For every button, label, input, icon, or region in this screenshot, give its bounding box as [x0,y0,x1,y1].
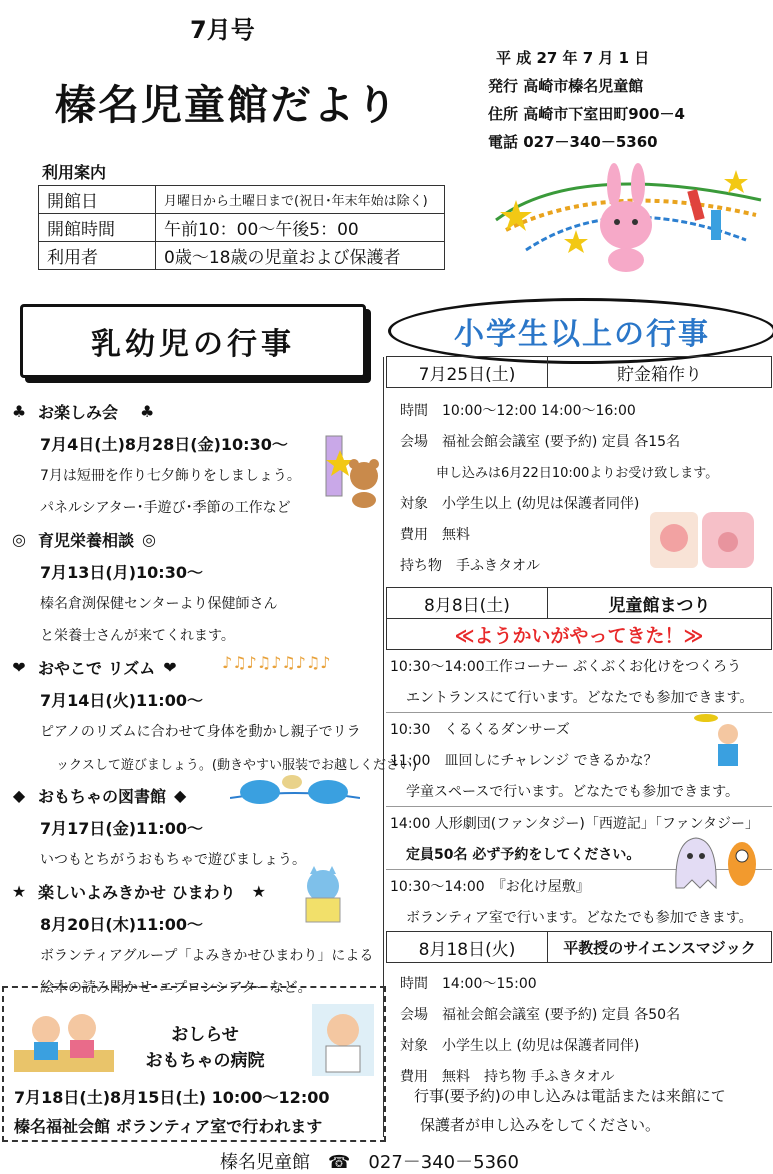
event-header [386,587,772,619]
event-detail: 11:00 皿回しにチャレンジ できるかな？ [390,752,658,769]
event-date: 8月8日(土) [387,588,548,618]
issue-number: 7月号 [190,16,255,44]
diamond-icon: ◆ [174,785,187,805]
event-detail: 申し込みは6月22日10:00よりお受け致します。 [436,466,719,481]
event-detail: 時間 10:00～12:00 14:00～16:00 [400,402,636,419]
event-date: 7月14日(火)11:00～ [40,690,203,710]
guide-key: 開館時間 [39,214,156,242]
event-desc: ピアノのリズムに合わせて身体を動かし親子でリラ [40,724,361,740]
tanzaku-bear-illustration [318,428,380,508]
children-playing-illustration [14,1006,114,1072]
guide-row [39,214,445,242]
event-detail: 持ち物 手ふきタオル [400,557,540,574]
event-desc: いつもとちがうおもちゃで遊びましょう。 [40,852,306,868]
whales-illustration [230,768,360,808]
event-detail: 10:30 くるくるダンサーズ [386,712,772,744]
guide-value: 月曜日から土曜日まで(祝日･年末年始は除く) [156,186,445,214]
guide-row [39,186,445,214]
infant-events-banner: 乳幼児の行事 [20,304,366,378]
event-name: 児童館まつり [608,595,711,616]
event-date: 8月18日(火) [387,932,548,962]
event-desc: 7月は短冊を作り七夕飾りをしましょう。 [40,468,301,484]
guide-value: 0歳～18歳の児童および保護者 [156,242,445,270]
cake-pig-bank-illustration [650,508,758,572]
event-header [386,356,772,388]
publication-info [488,44,685,156]
event-detail: 学童スペースで行います。どなたでも参加できます。 [406,783,740,800]
event-desc: ボランティアグループ「よみきかせひまわり」による [40,948,374,964]
plate-spinning-boy-illustration [690,710,750,774]
elementary-events-banner: 小学生以上の行事 [388,298,773,364]
event-desc: 絵本の読み聞かせ･エプロンシアターなど。 [40,980,312,996]
double-circle-icon: ◎ [12,529,26,549]
footer-contact: 榛名児童館 ☎ 027－340－5360 [220,1152,519,1173]
newsletter-title: 榛名児童館だより [55,81,399,129]
column-divider [383,357,384,1137]
notice-date: 7月18日(土)8月15日(土) 10:00～12:00 [14,1088,330,1107]
publisher: 発行 高崎市榛名児童館 [488,77,644,95]
event-detail: 費用 無料 持ち物 手ふきタオル [400,1068,615,1085]
event-name: 楽しいよみきかせ ひまわり [38,882,236,902]
guide-row [39,242,445,270]
event-date: 7月17日(金)11:00～ [40,818,203,838]
notice-place: 榛名福祉会館 ボランティア室で行われます [14,1117,323,1136]
guide-key: 開館日 [39,186,156,214]
event-name: おやこで リズム [38,658,156,678]
guide-value: 午前10：00～午後5：00 [156,214,445,242]
guide-key: 利用者 [39,242,156,270]
event-desc: 榛名倉渕保健センターより保健師さん [40,596,278,612]
event-desc: パネルシアター･手遊び･季節の工作など [40,500,291,516]
event-detail: 会場 福祉会館会議室 (要予約) 定員 各50名 [400,1006,681,1023]
star-icon: ★ [251,881,266,901]
event-name: 平教授のサイエンスマジック [563,938,756,957]
event-date: 7月25日(土) [387,357,548,387]
event-name: 貯金箱作り [617,364,702,385]
issue-date: 平 成 27 年 7 月 1 日 [496,49,650,67]
apply-note-1: 行事(要予約)の申し込みは電話または来館にて [414,1087,726,1105]
event-desc: と栄養士さんが来てくれます。 [40,628,235,644]
event-detail: 対象 小学生以上 (幼児は保護者同伴) [400,1037,640,1054]
event-name: 育児栄養相談 [38,530,135,550]
notice-title [140,1022,270,1074]
event-detail: 14:00 人形劇団(ファンタジー)「西遊記」「ファンタジー」 [386,806,772,838]
event-name: お楽しみ会 [38,402,119,422]
phone: 電話 027－340－5360 [488,133,658,151]
event-detail: 定員50名 必ず予約をしてください。 [406,846,641,863]
notice-label: おしらせ [171,1025,239,1045]
club-icon: ♣ [11,401,27,421]
guide-table [38,185,445,270]
event-detail: 会場 福祉会館会議室 (要予約) 定員 各15名 [400,433,681,450]
cat-reading-illustration [298,866,348,926]
event-desc: ックスして遊びましょう。(動きやすい服装でお越しください) [56,757,418,773]
event-date: 7月4日(土)8月28日(金)10:30～ [40,434,288,454]
heart-icon: ❤ [163,657,177,677]
event-date: 8月20日(木)11:00～ [40,914,203,934]
event-detail: ボランティア室で行います。どなたでも参加できます。 [406,909,753,926]
event-detail: 時間 14:00～15:00 [400,975,537,992]
music-notes-illustration [222,652,372,672]
event-detail: 10:30～14:00工作コーナー ぶくぶくお化けをつくろう [390,658,742,675]
event-slogan: ≪ようかいがやってきた！≫ [386,618,772,650]
event-detail: 対象 小学生以上 (幼児は保護者同伴) [400,495,640,512]
event-header [386,931,772,963]
double-circle-icon: ◎ [142,529,156,549]
event-detail: エントランスにて行います。どなたでも参加できます。 [406,689,754,706]
diamond-icon: ◆ [12,785,26,805]
ghosts-illustration [666,830,762,890]
star-icon: ★ [11,881,27,901]
event-date: 7月13日(月)10:30～ [40,562,203,582]
guide-heading: 利用案内 [42,163,107,182]
event-nutrition-consult [8,523,378,651]
svg-text:♪♫♪♫♪♫♪♫♪: ♪♫♪♫♪♫♪♫♪ [222,653,331,672]
heart-icon: ❤ [12,657,26,677]
address: 住所 高崎市下室田町900－4 [488,105,685,123]
event-detail: 10:30～14:00 『お化け屋敷』 [386,869,772,901]
notice-name: おもちゃの病院 [145,1051,265,1071]
apply-note-2: 保護者が申し込みをしてください。 [420,1116,661,1134]
tanabata-rabbit-illustration [486,160,766,275]
club-icon: ♣ [140,401,155,421]
event-detail: 費用 無料 [400,526,470,543]
event-name: おもちゃの図書館 [38,786,167,806]
doctor-illustration [312,1004,374,1076]
